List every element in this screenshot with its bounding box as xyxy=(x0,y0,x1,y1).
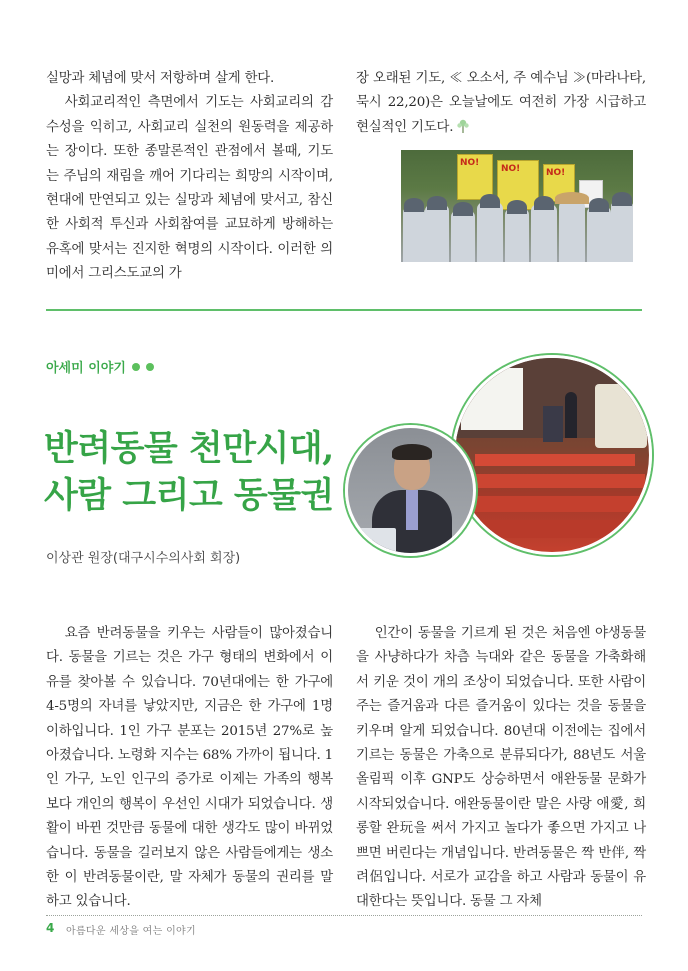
paragraph: 인간이 동물을 기르게 된 것은 처음엔 야생동물을 사냥하다가 차츰 늑대와 같은 동물을 가축화해서 키운 것이 개의 조상이 되었습니다. 또한 사람이 주는 즐거움과 다른 즐거움이 있다는 것을 동물을 키우며 알게 되었습니다. 80년대 이전에는 집에서 기르는 동물은 가축으로 분류되다가, 88년도 서울 올림픽 이후 GNP도 상승하면서 애완동물 문화가 시작되었습니다. 애완동물이란 말은 사랑 애愛, 희롱할 완玩을 써서 가지고 놀다가 좋으면 가지고 나쁘면 버린다는 개념입니다. 반려동물은 짝 반伴, 짝 려侶입니다. 서로가 교감을 하고 사람과 동물이 유대한다는 뜻입니다. 동물 그 자체 xyxy=(356,626,646,910)
paragraph: 사회교리적인 측면에서 기도는 사회교리의 감수성을 익히고, 사회교리 실천의 원동력을 제공하는 장이다. 또한 종말론적인 관점에서 볼때, 기도는 주님의 재림을 깨어 기다리는 희망의 시작이며, 현대에 만연되고 있는 실망과 체념에 맞서고, 참신한 사회적 투신과 사회참여를 교묘하게 방해하는 유혹에 맞서는 진지한 혁명의 시작이다. 이러한 의미에서 그리스도교의 가 xyxy=(46,95,333,282)
person xyxy=(611,200,633,262)
person xyxy=(477,202,503,262)
footer-divider xyxy=(46,915,642,916)
sign-text: NO! xyxy=(460,158,480,168)
dot-icon xyxy=(146,363,154,371)
person xyxy=(404,198,424,212)
article-text-right-column xyxy=(356,622,646,915)
person xyxy=(451,210,475,262)
lecture-hall-photo xyxy=(452,355,652,555)
paragraph xyxy=(356,67,646,140)
sign-text: NO! xyxy=(501,164,521,174)
page-number: 4 xyxy=(46,921,55,935)
person xyxy=(612,192,632,206)
leaf-icon xyxy=(455,118,471,134)
speaker-figure xyxy=(565,392,577,438)
speaker-tie xyxy=(406,490,418,530)
person xyxy=(403,206,425,262)
article-text-left-column xyxy=(46,622,333,915)
headline-line: 반려동물 천만시대, xyxy=(44,428,334,469)
section-label-text: 아세미 이야기 xyxy=(46,361,126,376)
section-divider xyxy=(46,309,642,311)
speaker-photo xyxy=(345,425,476,556)
person xyxy=(425,204,449,262)
laptop xyxy=(356,528,396,554)
person xyxy=(589,198,609,212)
person xyxy=(587,206,611,262)
article-headline xyxy=(44,425,334,519)
speaker-hair xyxy=(392,444,432,460)
sign-text: NO! xyxy=(546,168,566,178)
magazine-title: 아름다운 세상을 여는 이야기 xyxy=(66,926,196,937)
person xyxy=(531,204,557,262)
headline-line: 사람 그리고 동물권 xyxy=(44,475,334,516)
person xyxy=(555,192,589,204)
seat-row xyxy=(475,454,635,466)
projection-screen xyxy=(461,368,523,430)
banner xyxy=(595,384,647,448)
paragraph: 요즘 반려동물을 키우는 사람들이 많아졌습니다. 동물을 기르는 것은 가구 형태의 변화에서 이유를 찾아볼 수 있습니다. 70년대에는 한 가구에 4-5명의 자녀를 낳았지만, 지금은 한 가구에 1명 이하입니다. 1인 가구 분포는 2015년 27%로 높아졌습니다. 노령화 지수는 68% 가까이 됩니다. 1인 가구, 노인 인구의 증가로 이제는 가족의 행복보다 개인의 행복이 우선인 시대가 되었습니다. 생활이 바뀐 것만큼 동물에 대한 생각도 많이 바뀌었습니다. 동물을 길러보지 않은 사람들에게는 생소한 이 반려동물이란, 말 자체가 동물의 권리를 말하고 있습니다. xyxy=(46,626,333,910)
seat-row xyxy=(461,520,647,538)
seat-row xyxy=(461,496,647,512)
continued-text-right-column xyxy=(356,67,646,140)
paragraph-text: 장 오래된 기도, ≪ 오소서, 주 예수님 ≫(마라나타, 묵시 22,20)은 오늘날에도 여전히 가장 시급하고 현실적인 기도다. xyxy=(356,71,646,135)
podium xyxy=(543,406,563,442)
continued-text-left-column xyxy=(46,67,333,287)
person xyxy=(427,196,447,210)
protest-photo xyxy=(401,150,633,262)
person xyxy=(507,200,527,214)
dot-icon xyxy=(132,363,140,371)
paragraph: 실망과 체념에 맞서 저항하며 살게 한다. xyxy=(46,71,275,86)
seat-row xyxy=(465,474,645,488)
person xyxy=(534,196,554,210)
person xyxy=(505,208,529,262)
author-byline: 이상관 원장(대구시수의사회 회장) xyxy=(46,551,241,566)
person xyxy=(453,202,473,216)
person xyxy=(480,194,500,208)
person xyxy=(559,200,585,262)
section-label xyxy=(46,357,154,376)
